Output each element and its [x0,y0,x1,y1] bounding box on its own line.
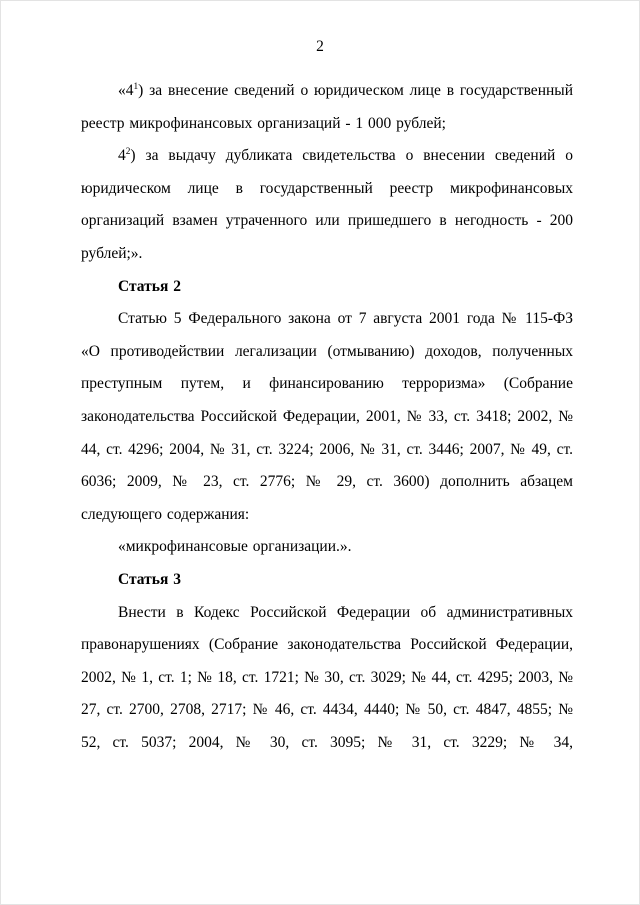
paragraph-clause-4-2 [81,140,573,270]
text-run: «4 [118,82,134,99]
text-run: 4 [118,147,126,165]
text-run: ) за выдачу дубликата свидетельства о внесении сведений о юридическом лице в государственный реестр микрофинансовых организаций взамен утраченного или пришедшего в негодность - 200 рублей;». [81,147,573,262]
paragraph-clause-4-1 [81,75,573,140]
article-3-heading: Статья 3 [118,570,181,588]
paragraph-microfinance-addition: «микрофинансовые организации.». [118,538,352,556]
paragraph-article-3-body: Внести в Кодекс Российской Федерации об административных правонарушениях (Собрание законодательства Российской Федерации, 2002, № 1, ст. 1; № 18, ст. 1721; № 30, ст. 3029; № 44, ст. 4295; 2003, № 27, ст. 2700, 2708, 2717; № 46, ст. 4434, 4440; № 50, ст. 4847, 4855; № 52, ст. 5037; 2004, № 30, ст. 3095; № 31, ст. 3229; № 34, [81,603,573,751]
document-content [81,75,573,759]
article-2-heading: Статья 2 [118,277,181,295]
superscript: 1 [133,81,139,92]
page-number: 2 [316,38,324,55]
text-run: ) за внесение сведений о юридическом лице в государственный реестр микрофинансовых организаций - 1 000 рублей; [81,82,573,132]
paragraph-article-2-body: Статью 5 Федерального закона от 7 августа 2001 года № 115-ФЗ «О противодействии легализации (отмыванию) доходов, полученных преступным путем, и финансированию терроризма» (Собрание законодательства Российской Федерации, 2001, № 33, ст. 3418; 2002, № 44, ст. 4296; 2004, № 31, ст. 3224; 2006, № 31, ст. 3446; 2007, № 49, ст. 6036; 2009, № 23, ст. 2776; № 29, ст. 3600) дополнить абзацем следующего содержания: [81,310,573,523]
superscript: 2 [125,147,131,158]
